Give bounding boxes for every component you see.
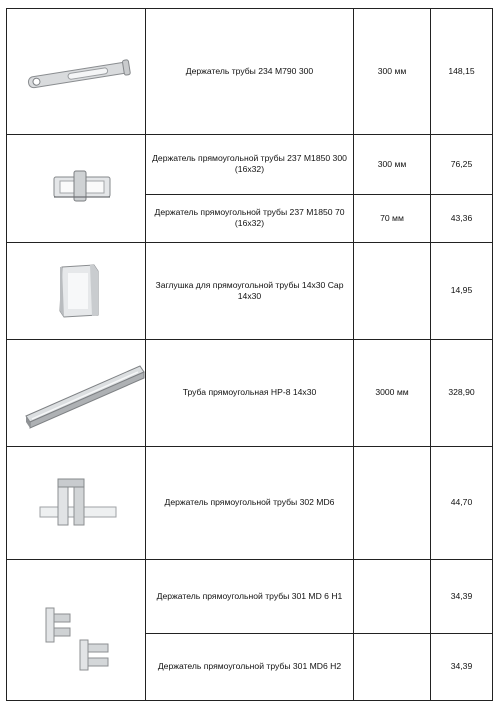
product-price: 34,39 bbox=[431, 560, 493, 634]
rect-pipe-holder-icon bbox=[12, 137, 151, 240]
tube-clamp-icon bbox=[12, 449, 151, 557]
product-size: 70 мм bbox=[354, 194, 431, 242]
product-size: 300 мм bbox=[354, 9, 431, 135]
table-row bbox=[7, 243, 493, 340]
wall-bracket-pair-icon bbox=[12, 562, 151, 698]
product-name: Держатель прямоугольной трубы 237 M1850 70 (16x32) bbox=[146, 194, 354, 242]
product-price: 43,36 bbox=[431, 194, 493, 242]
product-price: 76,25 bbox=[431, 135, 493, 195]
product-size: 3000 мм bbox=[354, 340, 431, 447]
table-row bbox=[7, 340, 493, 447]
product-size bbox=[354, 243, 431, 340]
pipe-end-cap-icon bbox=[12, 245, 151, 337]
product-image-cell bbox=[7, 560, 146, 701]
product-image-cell bbox=[7, 9, 146, 135]
product-table bbox=[6, 8, 493, 701]
product-name: Держатель трубы 234 M790 300 bbox=[146, 9, 354, 135]
product-size bbox=[354, 560, 431, 634]
product-size bbox=[354, 447, 431, 560]
product-image-cell bbox=[7, 243, 146, 340]
product-name: Труба прямоугольная НР-8 14x30 bbox=[146, 340, 354, 447]
product-size bbox=[354, 633, 431, 700]
product-image-cell bbox=[7, 135, 146, 243]
product-size: 300 мм bbox=[354, 135, 431, 195]
table-row bbox=[7, 447, 493, 560]
product-name: Держатель прямоугольной трубы 301 MD 6 H1 bbox=[146, 560, 354, 634]
product-price: 14,95 bbox=[431, 243, 493, 340]
rect-tube-icon bbox=[12, 342, 151, 444]
table-row bbox=[7, 9, 493, 135]
product-price: 148,15 bbox=[431, 9, 493, 135]
product-price: 34,39 bbox=[431, 633, 493, 700]
product-name: Заглушка для прямоугольной трубы 14x30 Cap 14x30 bbox=[146, 243, 354, 340]
product-name: Держатель прямоугольной трубы 301 MD6 H2 bbox=[146, 633, 354, 700]
table-row bbox=[7, 560, 493, 634]
product-price: 44,70 bbox=[431, 447, 493, 560]
product-name: Держатель прямоугольной трубы 302 MD6 bbox=[146, 447, 354, 560]
pipe-holder-bar-icon bbox=[12, 11, 151, 132]
product-image-cell bbox=[7, 447, 146, 560]
product-price: 328,90 bbox=[431, 340, 493, 447]
product-name: Держатель прямоугольной трубы 237 M1850 300 (16x32) bbox=[146, 135, 354, 195]
table-row bbox=[7, 135, 493, 195]
product-image-cell bbox=[7, 340, 146, 447]
